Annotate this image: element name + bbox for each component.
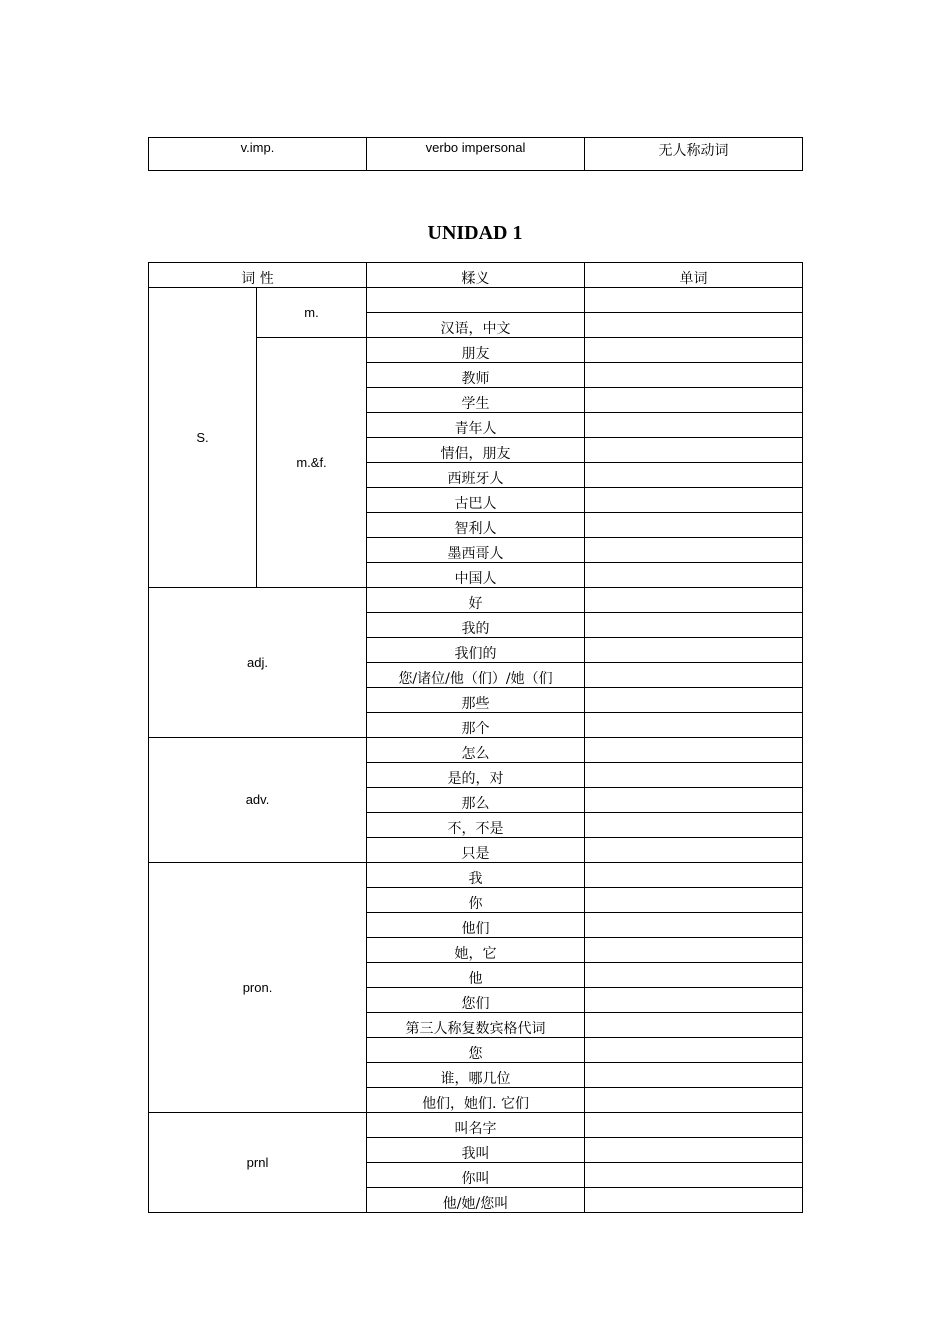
meaning-cell: 青年人 [367, 413, 585, 438]
word-cell [585, 963, 803, 988]
meaning-cell: 你叫 [367, 1163, 585, 1188]
word-cell [585, 788, 803, 813]
word-cell [585, 488, 803, 513]
abbreviation-table [148, 137, 803, 171]
pos-label-pron: pron. [149, 863, 367, 1113]
word-cell [585, 338, 803, 363]
word-cell [585, 1088, 803, 1113]
word-cell [585, 1038, 803, 1063]
meaning-cell: 他/她/您叫 [367, 1188, 585, 1213]
meaning-cell: 那些 [367, 688, 585, 713]
pos-label-mf: m.&f. [257, 338, 367, 588]
meaning-cell: 汉语，中文 [367, 313, 585, 338]
meaning-cell: 那个 [367, 713, 585, 738]
table-row [149, 588, 803, 613]
meaning-cell: 不，不是 [367, 813, 585, 838]
word-cell [585, 988, 803, 1013]
pos-label-adv: adv. [149, 738, 367, 863]
word-cell [585, 538, 803, 563]
meaning-cell: 他们，她们. 它们 [367, 1088, 585, 1113]
unit-title: UNIDAD 1 [427, 222, 523, 244]
meaning-cell: 是的，对 [367, 763, 585, 788]
abbr-cell: v.imp. [149, 138, 367, 171]
meaning-cell: 他们 [367, 913, 585, 938]
meaning-cell: 我的 [367, 613, 585, 638]
header-word: 单词 [585, 263, 803, 288]
meaning-cell: 我 [367, 863, 585, 888]
meaning-cell: 叫名字 [367, 1113, 585, 1138]
pos-label-prnl: prnl [149, 1113, 367, 1213]
pos-label-adj: adj. [149, 588, 367, 738]
word-cell [585, 1163, 803, 1188]
word-cell [585, 588, 803, 613]
word-cell [585, 363, 803, 388]
word-cell [585, 638, 803, 663]
table-row [149, 288, 803, 313]
word-cell [585, 288, 803, 313]
word-cell [585, 413, 803, 438]
meaning-cell: 您/诸位/他（们）/她（们 [367, 663, 585, 688]
table-header-row [149, 263, 803, 288]
meaning-cell: 好 [367, 588, 585, 613]
word-cell [585, 388, 803, 413]
word-cell [585, 838, 803, 863]
meaning-cell: 中国人 [367, 563, 585, 588]
table-row [149, 138, 803, 171]
header-meaning: 糅义 [367, 263, 585, 288]
meaning-cell: 教师 [367, 363, 585, 388]
word-cell [585, 438, 803, 463]
meaning-cell: 他 [367, 963, 585, 988]
meaning-cell: 西班牙人 [367, 463, 585, 488]
meaning-cell: 你 [367, 888, 585, 913]
table-row [149, 863, 803, 888]
pos-label-m: m. [257, 288, 367, 338]
word-cell [585, 563, 803, 588]
meaning-cell: 她，它 [367, 938, 585, 963]
word-cell [585, 813, 803, 838]
word-cell [585, 1188, 803, 1213]
meaning-cell: 情侣，朋友 [367, 438, 585, 463]
word-cell [585, 513, 803, 538]
word-cell [585, 938, 803, 963]
meaning-cell: 墨西哥人 [367, 538, 585, 563]
meaning-cell: 您 [367, 1038, 585, 1063]
meaning-cell [367, 288, 585, 313]
word-cell [585, 713, 803, 738]
pos-label-s: S. [149, 288, 257, 588]
word-cell [585, 863, 803, 888]
header-pos: 词 性 [149, 263, 367, 288]
meaning-cell: 只是 [367, 838, 585, 863]
word-cell [585, 463, 803, 488]
word-cell [585, 763, 803, 788]
word-cell [585, 913, 803, 938]
spanish-term-cell: verbo impersonal [367, 138, 585, 171]
meaning-cell: 谁，哪几位 [367, 1063, 585, 1088]
word-cell [585, 613, 803, 638]
meaning-cell: 我叫 [367, 1138, 585, 1163]
vocabulary-table [148, 262, 803, 1213]
table-row [149, 1113, 803, 1138]
word-cell [585, 688, 803, 713]
meaning-cell: 那么 [367, 788, 585, 813]
meaning-cell: 怎么 [367, 738, 585, 763]
word-cell [585, 313, 803, 338]
word-cell [585, 888, 803, 913]
table-row [149, 738, 803, 763]
word-cell [585, 1013, 803, 1038]
word-cell [585, 1138, 803, 1163]
meaning-cell: 您们 [367, 988, 585, 1013]
word-cell [585, 1113, 803, 1138]
meaning-cell: 朋友 [367, 338, 585, 363]
meaning-cell: 第三人称复数宾格代词 [367, 1013, 585, 1038]
meaning-cell: 学生 [367, 388, 585, 413]
meaning-cell: 古巴人 [367, 488, 585, 513]
word-cell [585, 738, 803, 763]
word-cell [585, 1063, 803, 1088]
meaning-cell: 我们的 [367, 638, 585, 663]
chinese-term-cell: 无人称动词 [585, 138, 803, 171]
meaning-cell: 智利人 [367, 513, 585, 538]
word-cell [585, 663, 803, 688]
